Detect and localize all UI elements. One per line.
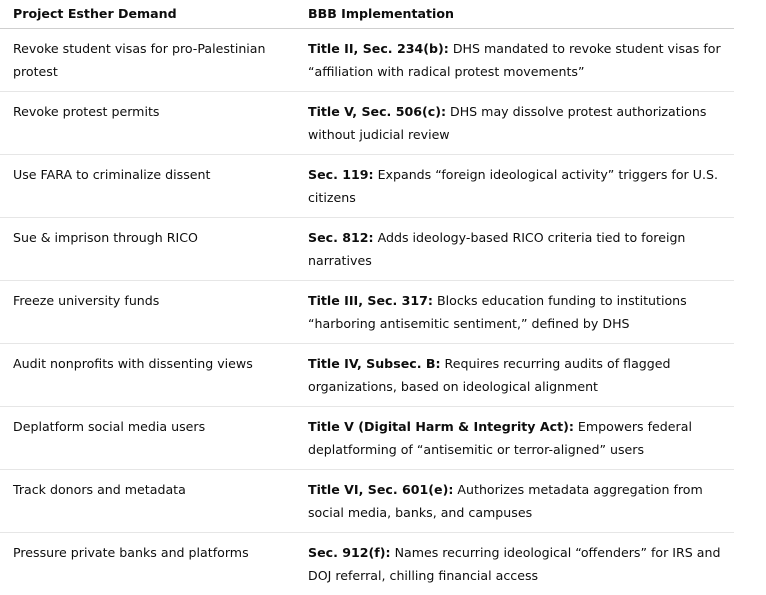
section-reference: Title V, Sec. 506(c): bbox=[308, 104, 446, 119]
table-row bbox=[0, 218, 734, 281]
section-reference: Title II, Sec. 234(b): bbox=[308, 41, 449, 56]
section-reference: Sec. 812: bbox=[308, 230, 374, 245]
implementation-cell bbox=[296, 155, 734, 218]
implementation-cell bbox=[296, 92, 734, 155]
implementation-text: DHS may dissolve protest authorizations without judicial review bbox=[308, 104, 706, 142]
implementation-text: Authorizes metadata aggregation from social media, banks, and campuses bbox=[308, 482, 703, 520]
demand-cell: Revoke protest permits bbox=[0, 92, 296, 155]
column-header-implementation: BBB Implementation bbox=[296, 0, 734, 29]
demand-cell: Freeze university funds bbox=[0, 281, 296, 344]
implementation-text: Names recurring ideological “offenders” for IRS and DOJ referral, chilling financial access bbox=[308, 545, 720, 583]
implementation-text: Empowers federal deplatforming of “antisemitic or terror-aligned” users bbox=[308, 419, 692, 457]
implementation-text: Requires recurring audits of flagged organizations, based on ideological alignment bbox=[308, 356, 671, 394]
section-reference: Title IV, Subsec. B: bbox=[308, 356, 441, 371]
section-reference: Sec. 912(f): bbox=[308, 545, 391, 560]
demand-cell: Audit nonprofits with dissenting views bbox=[0, 344, 296, 407]
implementation-text: Adds ideology-based RICO criteria tied to foreign narratives bbox=[308, 230, 685, 268]
demand-cell: Use FARA to criminalize dissent bbox=[0, 155, 296, 218]
implementation-cell bbox=[296, 533, 734, 595]
table-header-row bbox=[0, 0, 734, 29]
implementation-text: Expands “foreign ideological activity” triggers for U.S. citizens bbox=[308, 167, 718, 205]
demand-cell: Track donors and metadata bbox=[0, 470, 296, 533]
table-row bbox=[0, 155, 734, 218]
implementation-text: DHS mandated to revoke student visas for “affiliation with radical protest movements” bbox=[308, 41, 721, 79]
table-row bbox=[0, 344, 734, 407]
table-row bbox=[0, 470, 734, 533]
demand-cell: Deplatform social media users bbox=[0, 407, 296, 470]
demand-cell: Revoke student visas for pro-Palestinian protest bbox=[0, 29, 296, 92]
section-reference: Sec. 119: bbox=[308, 167, 374, 182]
table-row bbox=[0, 29, 734, 92]
implementation-cell bbox=[296, 218, 734, 281]
table-row bbox=[0, 92, 734, 155]
column-header-demand: Project Esther Demand bbox=[0, 0, 296, 29]
implementation-cell bbox=[296, 29, 734, 92]
implementation-cell bbox=[296, 470, 734, 533]
section-reference: Title III, Sec. 317: bbox=[308, 293, 433, 308]
implementation-cell bbox=[296, 344, 734, 407]
implementation-cell bbox=[296, 407, 734, 470]
table-row bbox=[0, 281, 734, 344]
demand-cell: Pressure private banks and platforms bbox=[0, 533, 296, 595]
implementation-cell bbox=[296, 281, 734, 344]
implementation-text: Blocks education funding to institutions “harboring antisemitic sentiment,” defined by DHS bbox=[308, 293, 687, 331]
section-reference: Title VI, Sec. 601(e): bbox=[308, 482, 453, 497]
table-row bbox=[0, 407, 734, 470]
demand-cell: Sue & imprison through RICO bbox=[0, 218, 296, 281]
section-reference: Title V (Digital Harm & Integrity Act): bbox=[308, 419, 574, 434]
table-row bbox=[0, 533, 734, 595]
